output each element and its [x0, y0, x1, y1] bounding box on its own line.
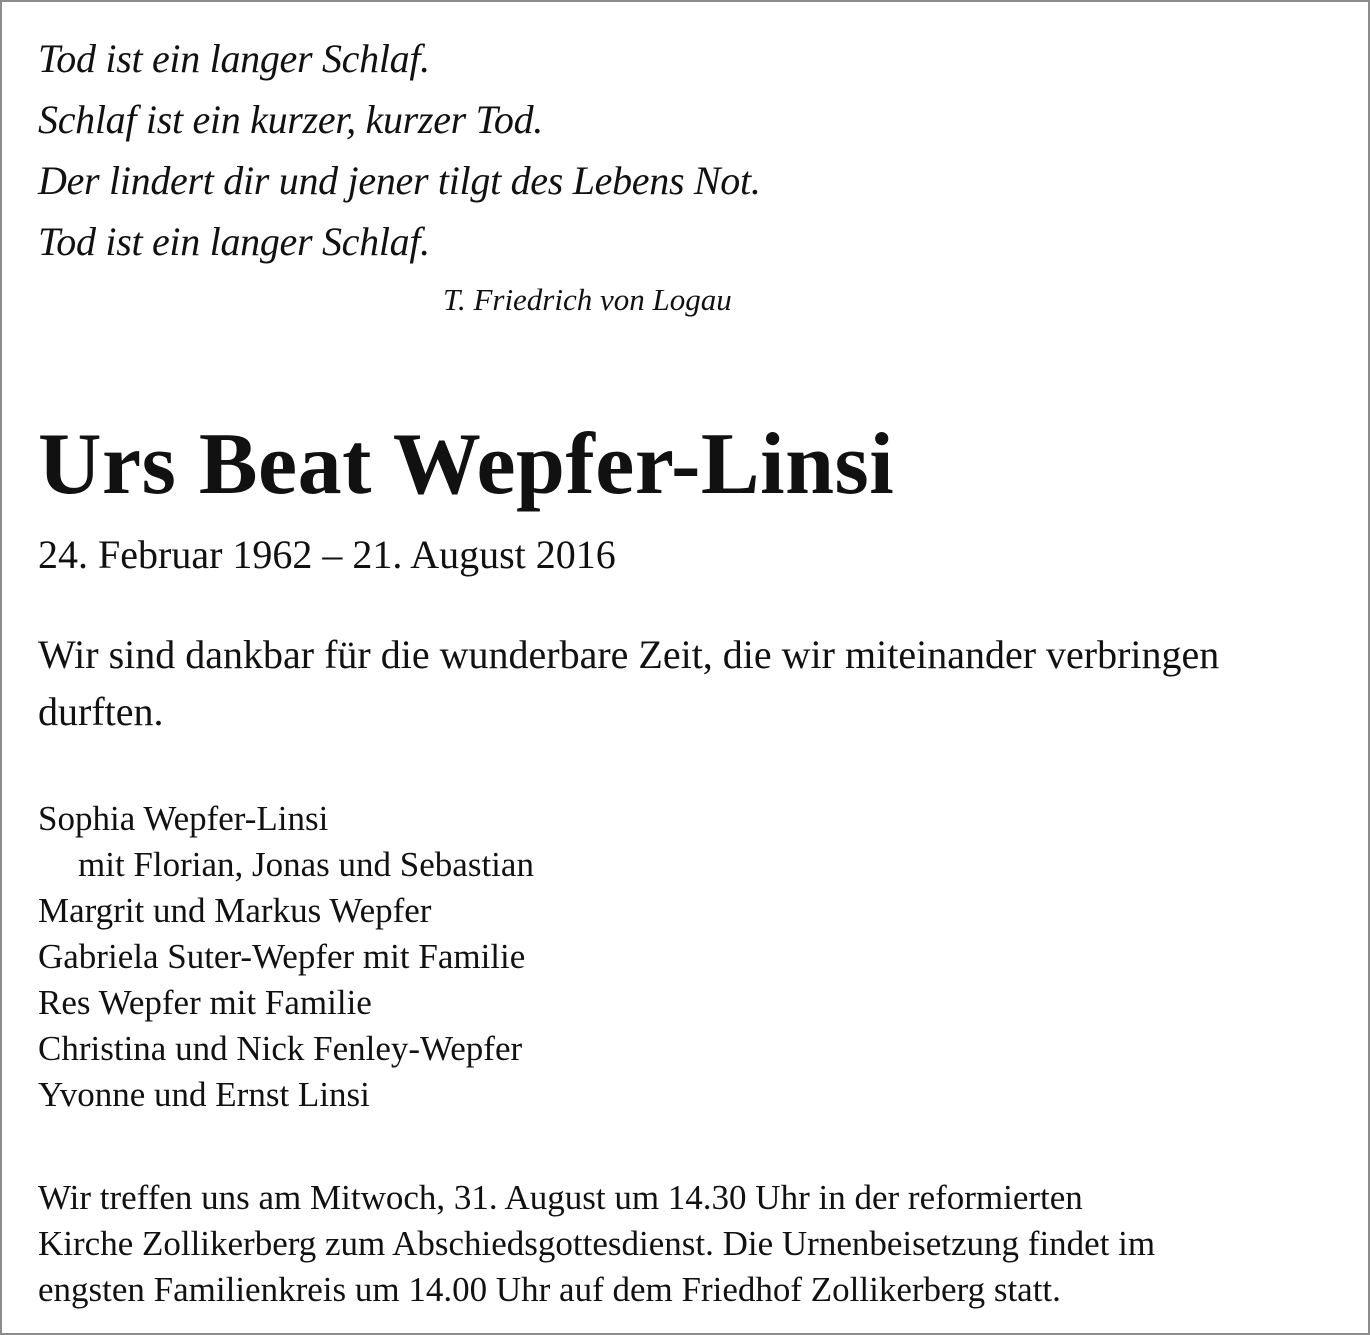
gratitude-statement: Wir sind dankbar für die wunderbare Zeit, die wir miteinander verbringen durften. — [38, 632, 1220, 734]
service-line: engsten Familienkreis um 14.00 Uhr auf dem Friedhof Zollikerberg statt. — [38, 1270, 1061, 1309]
poem-line: Tod ist ein langer Schlaf. — [38, 219, 430, 264]
mourner-entry: Christina und Nick Fenley-Wepfer — [38, 1029, 523, 1068]
service-details — [38, 1175, 1155, 1313]
mourner-entry: Yvonne und Ernst Linsi — [38, 1075, 370, 1114]
poem-line: Schlaf ist ein kurzer, kurzer Tod. — [38, 97, 543, 142]
poem-author: T. Friedrich von Logau — [443, 282, 732, 317]
poem-line: Der lindert dir und jener tilgt des Lebens Not. — [38, 158, 761, 203]
mourner-entry: Sophia Wepfer-Linsi — [38, 799, 329, 838]
deceased-name: Urs Beat Wepfer-Linsi — [38, 416, 895, 513]
poem-line: Tod ist ein langer Schlaf. — [38, 36, 430, 81]
service-line: Wir treffen uns am Mitwoch, 31. August um 14.30 Uhr in der reformierten — [38, 1178, 1083, 1217]
poem — [38, 28, 761, 272]
mourner-entry: Margrit und Markus Wepfer — [38, 891, 432, 930]
mourner-entry: Gabriela Suter-Wepfer mit Familie — [38, 937, 526, 976]
mourner-entry: mit Florian, Jonas und Sebastian — [78, 845, 534, 884]
service-line: Kirche Zollikerberg zum Abschiedsgottesdienst. Die Urnenbeisetzung findet im — [38, 1224, 1156, 1263]
life-dates: 24. Februar 1962 – 21. August 2016 — [38, 532, 616, 577]
mourners-list — [38, 796, 534, 1118]
mourner-entry: Res Wepfer mit Familie — [38, 983, 372, 1022]
